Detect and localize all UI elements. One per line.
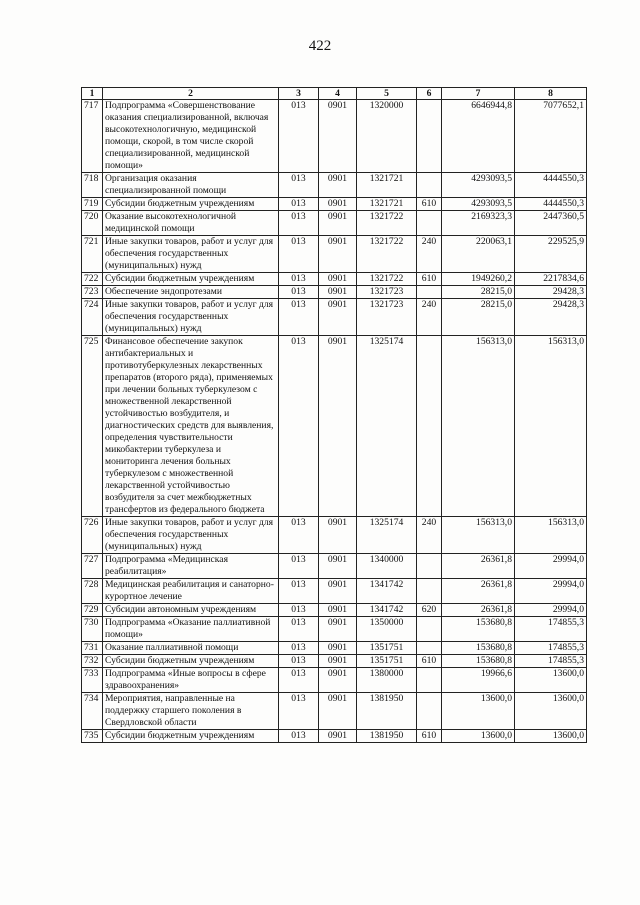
expense-type-code: 610 — [417, 655, 442, 668]
amount-year-2: 2447360,5 — [515, 211, 587, 236]
target-article-code: 1320000 — [357, 100, 417, 173]
amount-year-2: 13600,0 — [515, 730, 587, 743]
ministry-code: 013 — [279, 517, 319, 554]
table-body — [82, 100, 587, 743]
amount-year-1: 220063,1 — [442, 236, 515, 273]
amount-year-2: 156313,0 — [515, 336, 587, 517]
table-row — [82, 579, 587, 604]
section-code: 0901 — [319, 173, 357, 198]
amount-year-2: 29428,3 — [515, 299, 587, 336]
section-code: 0901 — [319, 617, 357, 642]
amount-year-1: 153680,8 — [442, 642, 515, 655]
ministry-code: 013 — [279, 198, 319, 211]
section-code: 0901 — [319, 604, 357, 617]
section-code: 0901 — [319, 236, 357, 273]
table-row — [82, 642, 587, 655]
row-number: 719 — [82, 198, 103, 211]
table-row — [82, 286, 587, 299]
row-name: Финансовое обеспечение закупок антибактериальных и противотуберкулезных лекарственных препаратов (второго ряда), применяемых при лечении больных туберкулезом с множественной лекарственной устойчивостью возбудителя, и диагностических средств для выявления, определения чувствительности микобактерии туберкулеза и мониторинга лечения больных туберкулезом с множественной лекарственной устойчивостью возбудителя за счет межбюджетных трансфертов из федерального бюджета — [103, 336, 279, 517]
table-row — [82, 517, 587, 554]
expense-type-code — [417, 336, 442, 517]
row-number: 734 — [82, 693, 103, 730]
expense-type-code — [417, 211, 442, 236]
table-row — [82, 198, 587, 211]
row-number: 726 — [82, 517, 103, 554]
amount-year-2: 29428,3 — [515, 286, 587, 299]
amount-year-2: 29994,0 — [515, 579, 587, 604]
ministry-code: 013 — [279, 604, 319, 617]
header-row — [82, 88, 587, 100]
target-article-code: 1321721 — [357, 198, 417, 211]
amount-year-1: 6646944,8 — [442, 100, 515, 173]
section-code: 0901 — [319, 554, 357, 579]
expense-type-code: 240 — [417, 299, 442, 336]
expense-type-code: 610 — [417, 730, 442, 743]
section-code: 0901 — [319, 668, 357, 693]
row-name: Иные закупки товаров, работ и услуг для обеспечения государственных (муниципальных) нужд — [103, 517, 279, 554]
row-name: Подпрограмма «Совершенствование оказания специализированной, включая высокотехнологичную, медицинской помощи, скорой, в том числе скорой специализированной, медицинской помощи» — [103, 100, 279, 173]
amount-year-1: 28215,0 — [442, 299, 515, 336]
table-row — [82, 100, 587, 173]
target-article-code: 1341742 — [357, 579, 417, 604]
row-name: Мероприятия, направленные на поддержку старшего поколения в Свердловской области — [103, 693, 279, 730]
column-header: 3 — [279, 88, 319, 100]
amount-year-2: 229525,9 — [515, 236, 587, 273]
table-row — [82, 730, 587, 743]
row-name: Субсидии бюджетным учреждениям — [103, 730, 279, 743]
ministry-code: 013 — [279, 173, 319, 198]
target-article-code: 1381950 — [357, 730, 417, 743]
column-header: 4 — [319, 88, 357, 100]
amount-year-2: 2217834,6 — [515, 273, 587, 286]
amount-year-1: 1949260,2 — [442, 273, 515, 286]
expense-type-code — [417, 173, 442, 198]
expense-type-code — [417, 554, 442, 579]
amount-year-1: 13600,0 — [442, 693, 515, 730]
table-row — [82, 617, 587, 642]
row-number: 727 — [82, 554, 103, 579]
row-number: 731 — [82, 642, 103, 655]
table-row — [82, 668, 587, 693]
section-code: 0901 — [319, 198, 357, 211]
row-number: 717 — [82, 100, 103, 173]
row-number: 723 — [82, 286, 103, 299]
section-code: 0901 — [319, 286, 357, 299]
table-row — [82, 236, 587, 273]
table-row — [82, 173, 587, 198]
target-article-code: 1351751 — [357, 655, 417, 668]
amount-year-1: 26361,8 — [442, 554, 515, 579]
row-name: Субсидии автономным учреждениям — [103, 604, 279, 617]
section-code: 0901 — [319, 642, 357, 655]
row-number: 729 — [82, 604, 103, 617]
table-row — [82, 211, 587, 236]
column-header: 8 — [515, 88, 587, 100]
expense-type-code — [417, 642, 442, 655]
row-name: Подпрограмма «Оказание паллиативной помощи» — [103, 617, 279, 642]
row-number: 730 — [82, 617, 103, 642]
row-name: Медицинская реабилитация и санаторно-курортное лечение — [103, 579, 279, 604]
amount-year-1: 28215,0 — [442, 286, 515, 299]
amount-year-1: 4293093,5 — [442, 198, 515, 211]
target-article-code: 1380000 — [357, 668, 417, 693]
target-article-code: 1351751 — [357, 642, 417, 655]
amount-year-1: 19966,6 — [442, 668, 515, 693]
amount-year-1: 26361,8 — [442, 604, 515, 617]
column-header: 5 — [357, 88, 417, 100]
section-code: 0901 — [319, 100, 357, 173]
ministry-code: 013 — [279, 554, 319, 579]
row-name: Субсидии бюджетным учреждениям — [103, 198, 279, 211]
amount-year-2: 29994,0 — [515, 554, 587, 579]
amount-year-1: 156313,0 — [442, 517, 515, 554]
table-row — [82, 655, 587, 668]
expense-type-code — [417, 286, 442, 299]
amount-year-2: 4444550,3 — [515, 173, 587, 198]
expense-type-code — [417, 579, 442, 604]
row-number: 725 — [82, 336, 103, 517]
ministry-code: 013 — [279, 655, 319, 668]
ministry-code: 013 — [279, 273, 319, 286]
column-header: 7 — [442, 88, 515, 100]
target-article-code: 1381950 — [357, 693, 417, 730]
section-code: 0901 — [319, 273, 357, 286]
target-article-code: 1321723 — [357, 299, 417, 336]
row-name: Подпрограмма «Иные вопросы в сфере здравоохранения» — [103, 668, 279, 693]
expense-type-code: 610 — [417, 273, 442, 286]
ministry-code: 013 — [279, 617, 319, 642]
section-code: 0901 — [319, 336, 357, 517]
amount-year-1: 153680,8 — [442, 655, 515, 668]
row-name: Организация оказания специализированной помощи — [103, 173, 279, 198]
amount-year-2: 13600,0 — [515, 668, 587, 693]
expense-type-code: 610 — [417, 198, 442, 211]
row-number: 721 — [82, 236, 103, 273]
section-code: 0901 — [319, 517, 357, 554]
row-name: Иные закупки товаров, работ и услуг для обеспечения государственных (муниципальных) нужд — [103, 236, 279, 273]
section-code: 0901 — [319, 655, 357, 668]
target-article-code: 1325174 — [357, 336, 417, 517]
table-row — [82, 299, 587, 336]
ministry-code: 013 — [279, 236, 319, 273]
amount-year-2: 4444550,3 — [515, 198, 587, 211]
ministry-code: 013 — [279, 668, 319, 693]
target-article-code: 1321722 — [357, 211, 417, 236]
amount-year-2: 29994,0 — [515, 604, 587, 617]
budget-table — [81, 87, 587, 743]
target-article-code: 1340000 — [357, 554, 417, 579]
ministry-code: 013 — [279, 642, 319, 655]
row-number: 728 — [82, 579, 103, 604]
amount-year-1: 153680,8 — [442, 617, 515, 642]
row-number: 720 — [82, 211, 103, 236]
amount-year-2: 174855,3 — [515, 655, 587, 668]
expense-type-code — [417, 693, 442, 730]
amount-year-1: 156313,0 — [442, 336, 515, 517]
target-article-code: 1321721 — [357, 173, 417, 198]
target-article-code: 1341742 — [357, 604, 417, 617]
expense-type-code: 240 — [417, 236, 442, 273]
row-name: Подпрограмма «Медицинская реабилитация» — [103, 554, 279, 579]
row-number: 733 — [82, 668, 103, 693]
amount-year-1: 26361,8 — [442, 579, 515, 604]
expense-type-code: 620 — [417, 604, 442, 617]
ministry-code: 013 — [279, 693, 319, 730]
page-number: 422 — [308, 38, 332, 54]
amount-year-2: 13600,0 — [515, 693, 587, 730]
section-code: 0901 — [319, 299, 357, 336]
row-name: Субсидии бюджетным учреждениям — [103, 655, 279, 668]
row-number: 735 — [82, 730, 103, 743]
section-code: 0901 — [319, 211, 357, 236]
amount-year-1: 13600,0 — [442, 730, 515, 743]
row-number: 724 — [82, 299, 103, 336]
column-header: 2 — [103, 88, 279, 100]
table-row — [82, 554, 587, 579]
target-article-code: 1325174 — [357, 517, 417, 554]
expense-type-code — [417, 100, 442, 173]
column-header: 6 — [417, 88, 442, 100]
column-header: 1 — [82, 88, 103, 100]
ministry-code: 013 — [279, 299, 319, 336]
row-number: 732 — [82, 655, 103, 668]
section-code: 0901 — [319, 730, 357, 743]
target-article-code: 1350000 — [357, 617, 417, 642]
ministry-code: 013 — [279, 100, 319, 173]
ministry-code: 013 — [279, 211, 319, 236]
ministry-code: 013 — [279, 286, 319, 299]
ministry-code: 013 — [279, 730, 319, 743]
target-article-code: 1321723 — [357, 286, 417, 299]
amount-year-2: 174855,3 — [515, 642, 587, 655]
section-code: 0901 — [319, 579, 357, 604]
row-name: Оказание паллиативной помощи — [103, 642, 279, 655]
table-row — [82, 336, 587, 517]
ministry-code: 013 — [279, 336, 319, 517]
ministry-code: 013 — [279, 579, 319, 604]
table-row — [82, 604, 587, 617]
table-row — [82, 693, 587, 730]
row-name: Обеспечение эндопротезами — [103, 286, 279, 299]
expense-type-code — [417, 668, 442, 693]
section-code: 0901 — [319, 693, 357, 730]
amount-year-1: 2169323,3 — [442, 211, 515, 236]
expense-type-code — [417, 617, 442, 642]
row-name: Иные закупки товаров, работ и услуг для обеспечения государственных (муниципальных) нужд — [103, 299, 279, 336]
target-article-code: 1321722 — [357, 273, 417, 286]
amount-year-2: 7077652,1 — [515, 100, 587, 173]
row-name: Субсидии бюджетным учреждениям — [103, 273, 279, 286]
table-row — [82, 273, 587, 286]
row-number: 718 — [82, 173, 103, 198]
amount-year-1: 4293093,5 — [442, 173, 515, 198]
amount-year-2: 174855,3 — [515, 617, 587, 642]
amount-year-2: 156313,0 — [515, 517, 587, 554]
target-article-code: 1321722 — [357, 236, 417, 273]
expense-type-code: 240 — [417, 517, 442, 554]
row-number: 722 — [82, 273, 103, 286]
row-name: Оказание высокотехнологичной медицинской помощи — [103, 211, 279, 236]
